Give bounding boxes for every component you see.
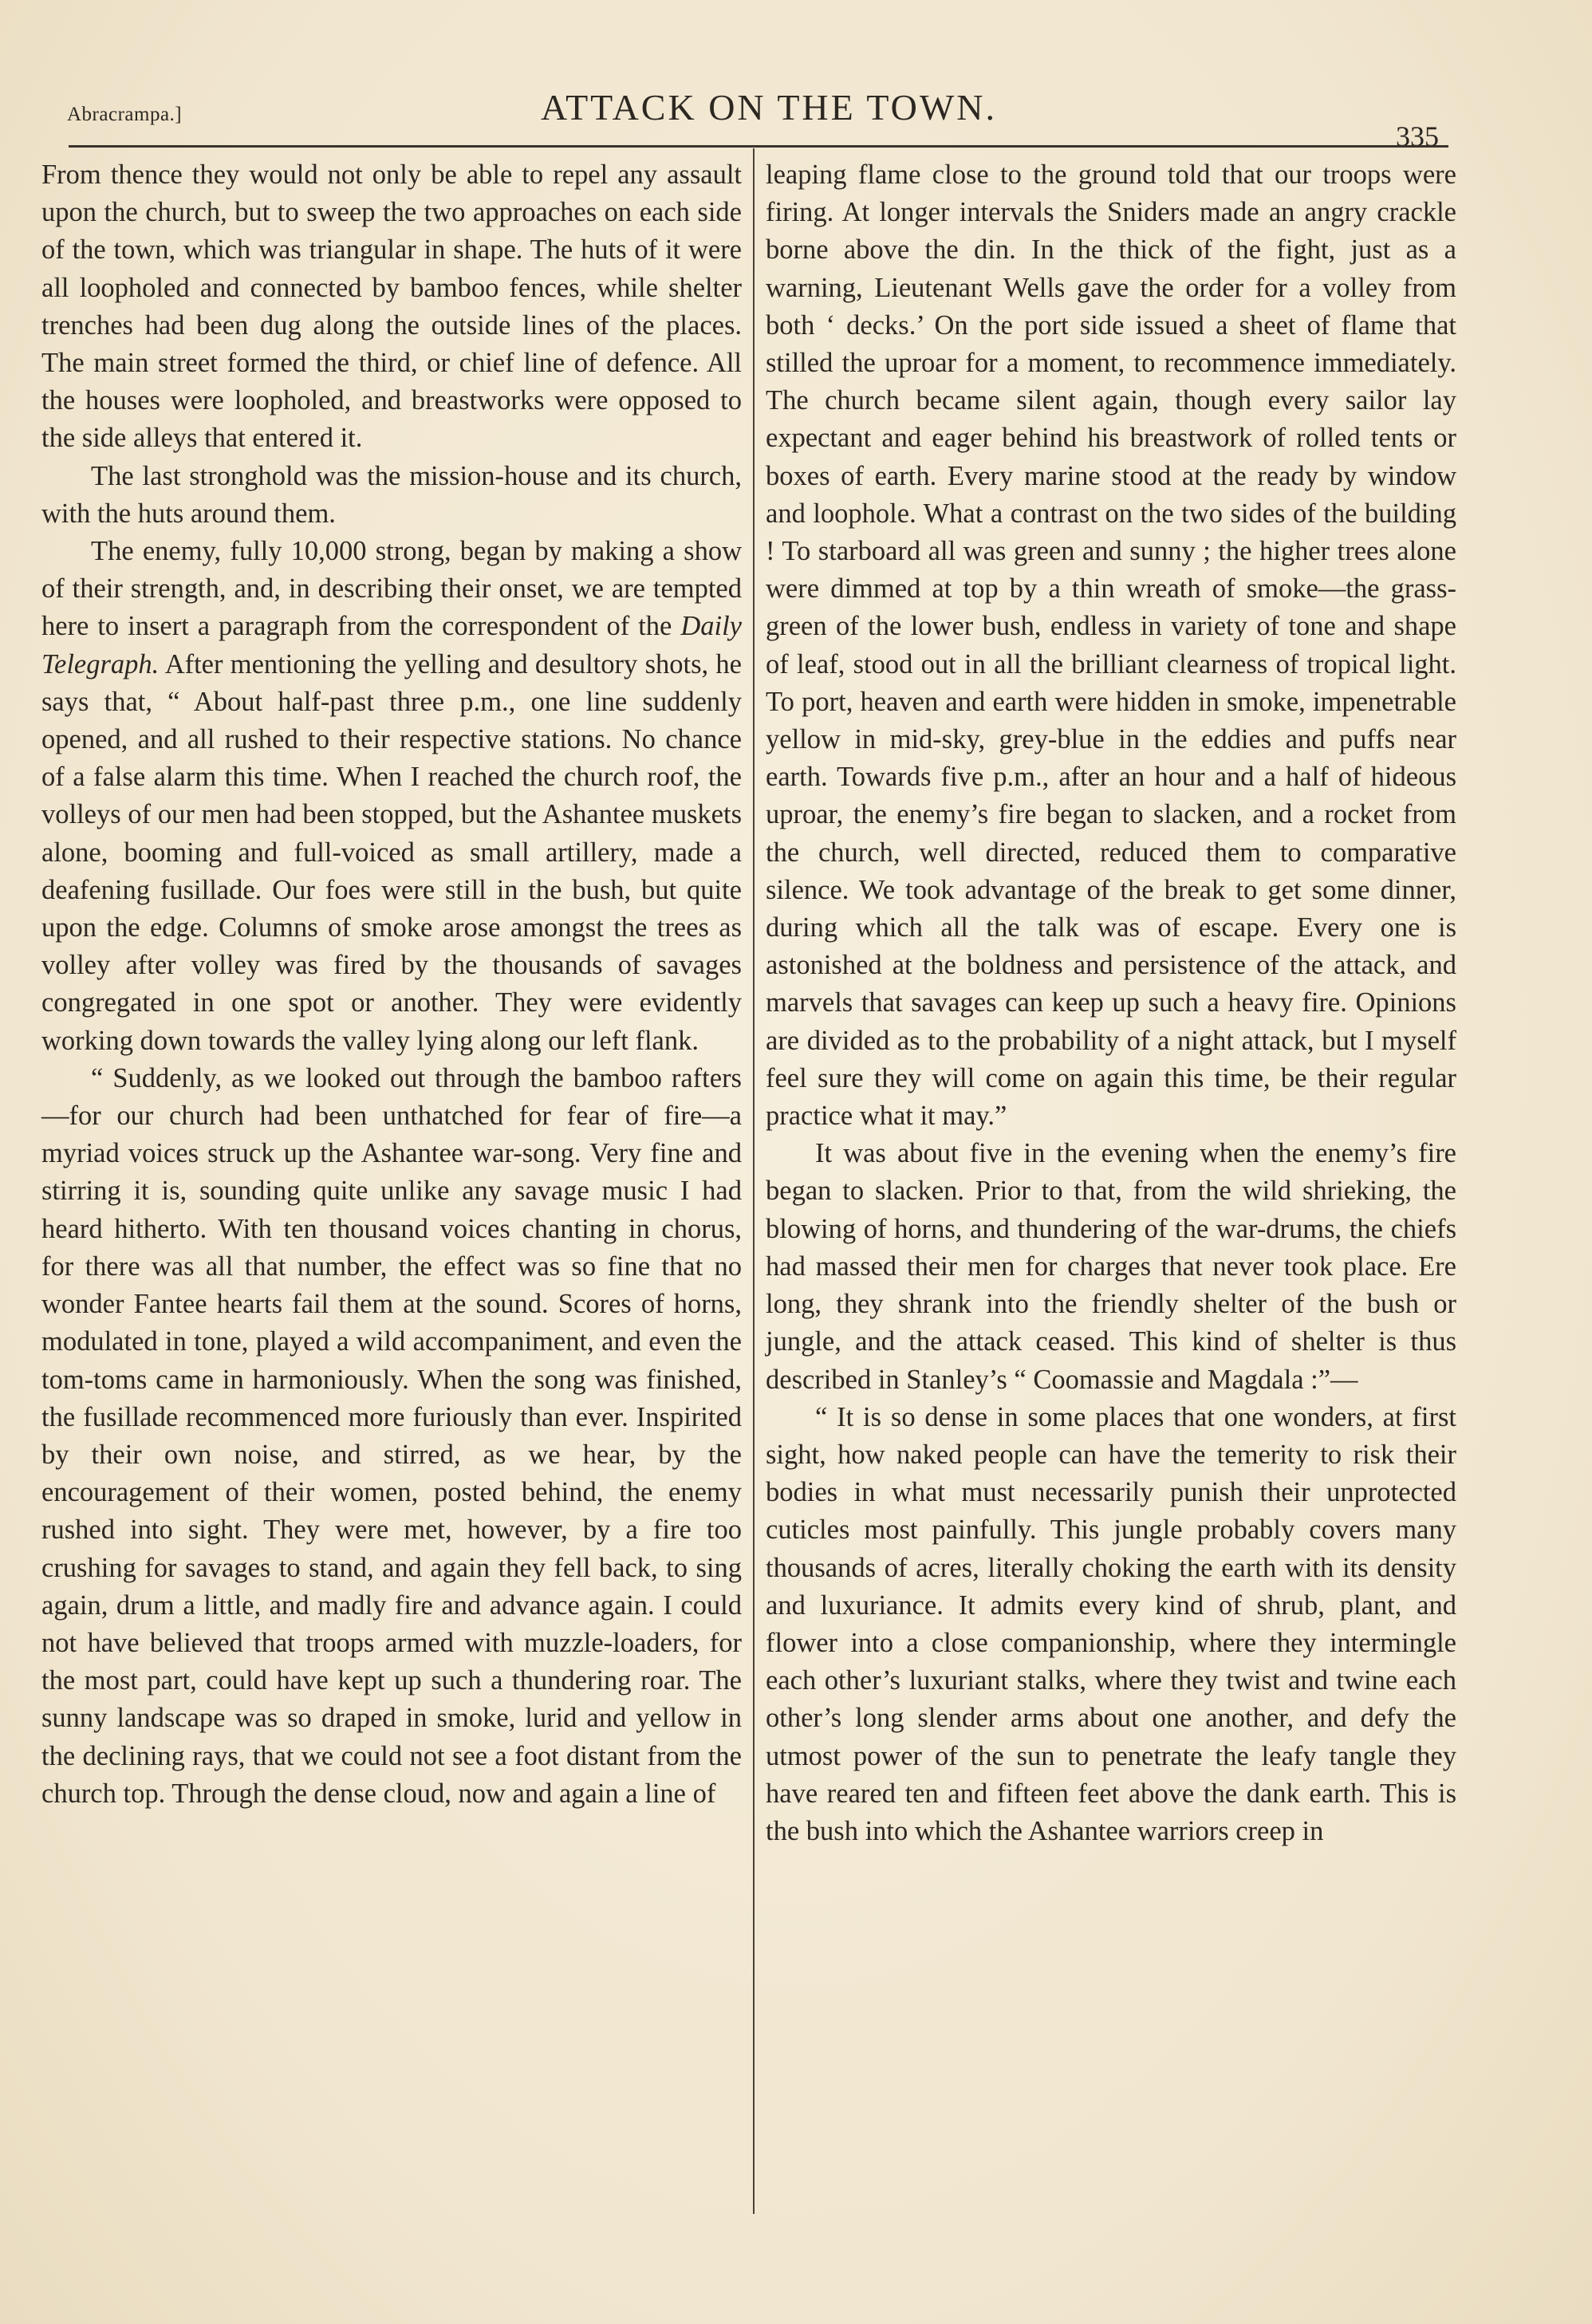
paragraph-text: The enemy, fully 10,000 strong, began by making a show of their strength, and, in describing their onset, we are tempted here to insert a paragraph from the correspondent of the <box>41 536 742 642</box>
paragraph: “ Suddenly, as we looked out through the bamboo rafters—for our church had been unthatched for fear of fire—a myriad voices struck up the Ashantee war-song. Very fine and stirring it is, sounding quite unlike any savage music I had heard hitherto. With ten thousand voices chanting in chorus, for there was all that number, the effect was so fine that no wonder Fantee hearts fail them at the sound. Scores of horns, modulated in tone, played a wild accompaniment, and even the tom-toms came in harmoniously. When the song was finished, the fusillade recommenced more furiously than ever. Inspirited by their own noise, and stirred, as we hear, by the encouragement of their women, posted behind, the enemy rushed into sight. They were met, however, by a fire too crushing for savages to stand, and again they fell back, to sing again, drum a little, and madly fire and advance again. I could not have believed that troops armed with muzzle-loaders, for the most part, could have kept up such a thundering roar. The sunny landscape was so draped in smoke, lurid and yellow in the declining rays, that we could not see a foot distant from the church top. Through the dense cloud, now and again a line of <box>41 1062 742 1809</box>
page-number: 335 <box>1396 120 1439 152</box>
paragraph: It was about five in the evening when the enemy’s fire began to slacken. Prior to that, from the wild shrieking, the blowing of horns, and thundering of the war-drums, the chiefs had massed their men for charges that never took place. Ere long, they shrank into the friendly shelter of the bush or jungle, and the attack ceased. This kind of shelter is thus described in Stanley’s “ Coomassie and Magdala :”— <box>766 1138 1456 1395</box>
paragraph: The last stronghold was the mission-house and its church, with the huts around them. <box>41 460 742 529</box>
paragraph: “ It is so dense in some places that one wonders, at first sight, how naked people can have the temerity to risk their bodies in what must necessarily punish their unprotected cuticles most painfully. This jungle probably covers many thousands of acres, literally choking the earth with its density and luxuriance. It admits every kind of shrub, plant, and flower into a close companionship, where they intermingle each other’s luxuriant stalks, where they twist and twine each other’s long slender arms about one another, and defy the utmost power of the sun to penetrate the leafy tangle they have reared ten and fifteen feet above the dank earth. This is the bush into which the Ashantee warriors creep in <box>766 1401 1456 1846</box>
paragraph: leaping flame close to the ground told that our troops were firing. At longer intervals the Sniders made an angry crackle borne above the din. In the thick of the fight, just as a warning, Lieutenant Wells gave the order for a volley from both ‘ decks.’ On the port side issued a sheet of flame that stilled the uproar for a moment, to recommence immediately. The church became silent again, though every sailor lay expectant and eager behind his breastwork of rolled tents or boxes of earth. Every marine stood at the ready by window and loophole. What a contrast on the two sides of the building ! To starboard all was green and sunny ; the higher trees alone were dimmed at top by a thin wreath of smoke—the grass-green of the lower bush, endless in variety of tone and shape of leaf, stood out in all the brilliant clearness of tropical light. To port, heaven and earth were hidden in smoke, impenetrable yellow in mid-sky, grey-blue in the eddies and puffs near earth. Towards five p.m., after an hour and a half of hideous uproar, the enemy’s fire began to slacken, and a rocket from the church, well directed, reduced them to comparative silence. We took advantage of the break to get some dinner, during which all the talk was of escape. Every one is astonished at the boldness and persistence of the attack, and marvels that savages can keep up such a heavy fire. Opinions are divided as to the probability of a night attack, but I myself feel sure they will come on again this time, be their regular practice what it may.” <box>766 160 1456 1132</box>
running-head: Abracrampa.] <box>67 104 183 125</box>
page-header <box>67 86 1471 152</box>
page-title: ATTACK ON THE TOWN. <box>540 87 998 128</box>
newspaper-title: Daily Telegraph. <box>41 611 742 679</box>
paragraph <box>41 533 742 1060</box>
paragraph: From thence they would not only be able to repel any assault upon the church, but to sweep the two approaches on each side of the town, which was triangular in shape. The huts of it were all loopholed and connected by bamboo fences, while shelter trenches had been dug along the outside lines of the places. The main street formed the third, or chief line of defence. All the houses were loopholed, and breastworks were opposed to the side alleys that entered it. <box>41 160 742 454</box>
paragraph-text: After mentioning the yelling and desultory shots, he says that, “ About half-past three p.m., one line suddenly opened, and all rushed to their respective stations. No chance of a false alarm this time. When I reached the church roof, the volleys of our men had been stopped, but the Ashantee muskets alone, booming and full-voiced as small artillery, made a deafening fusillade. Our foes were still in the bush, but quite upon the edge. Columns of smoke arose amongst the trees as volley after volley was fired by the thousands of savages congregated in one spot or another. They were evidently working down towards the valley lying along our left flank. <box>41 648 742 1056</box>
right-column <box>766 156 1456 1850</box>
column-divider <box>753 148 755 2214</box>
header-rule <box>69 145 1448 148</box>
left-column <box>41 156 742 1813</box>
